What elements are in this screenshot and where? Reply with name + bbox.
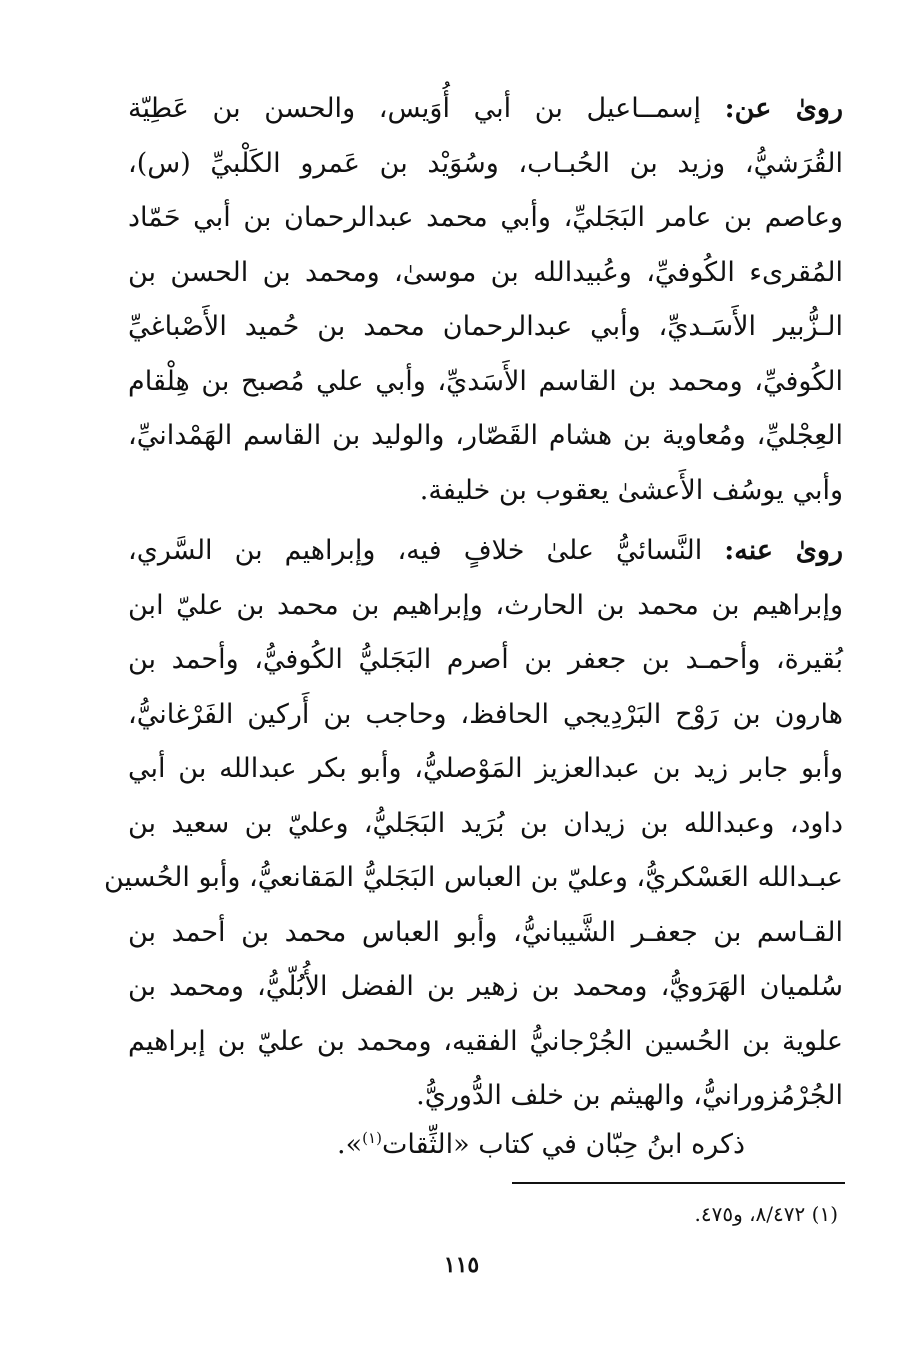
footnote-separator <box>512 1182 845 1184</box>
text-line: العِجْليِّ، ومُعاوية بن هشام القَصّار، والوليد بن القاسم الهَمْدانيِّ، <box>128 420 843 451</box>
text-line: وعاصم بن عامر البَجَليِّ، وأبي محمد عبدالرحمان بن أبي حَمّاد <box>128 202 843 233</box>
paragraph-narrated-from <box>128 82 843 518</box>
text-line: وأبو جابر زيد بن عبدالعزيز المَوْصليُّ، وأبو بكر عبدالله بن أبي <box>128 753 843 784</box>
paragraph-lead: روىٰ عن: <box>724 93 843 124</box>
text-line: داود، وعبدالله بن زيدان بن بُرَيد البَجَليُّ، وعليّ بن سعيد بن <box>128 807 843 839</box>
footnote-reference[interactable]: (١) <box>362 1129 382 1147</box>
page-number: ١١٥ <box>443 1252 480 1278</box>
text-line <box>128 82 843 137</box>
text-line-content: إسمــاعيل بن أبي أُوَيس، والحسن بن عَطِيّة <box>128 93 725 124</box>
mention-text-end: ». <box>337 1129 363 1160</box>
text-line: بُقيرة، وأحمـد بن جعفر بن أصرم البَجَليُّ الكُوفيُّ، وأحمد بن <box>128 644 843 675</box>
text-line <box>128 524 843 579</box>
text-line: القُرَشيُّ، وزيد بن الحُبـاب، وسُوَيْد بن عَمرو الكَلْبيِّ (س)، <box>128 147 843 179</box>
mention-text: ذكره ابنُ حِبّان في كتاب «الثِّقات <box>381 1129 745 1160</box>
text-line: عبـدالله العَسْكريُّ، وعليّ بن العباس البَجَليُّ المَقانعيُّ، وأبو الحُسين <box>103 862 843 893</box>
text-line: وأبي يوسُف الأَعشىٰ يعقوب بن خليفة. <box>419 474 843 506</box>
text-line: الـزُّبير الأَسَـديِّ، وأبي عبدالرحمان محمد بن حُميد الأَصْباغيِّ <box>128 311 843 342</box>
text-line: هارون بن رَوْح البَرْدِيجي الحافظ، وحاجب بن أَركين الفَرْغانيُّ، <box>128 698 843 730</box>
text-line: وإبراهيم بن محمد بن الحارث، وإبراهيم بن محمد بن عليّ ابن <box>128 589 843 621</box>
footnote: (١) ٨/٤٧٢، و٤٧٥. <box>694 1202 838 1226</box>
text-line: القـاسم بن جعفـر الشَّيبانيُّ، وأبو العباس محمد بن أحمد بن <box>128 916 843 948</box>
text-line: الجُرْمُزورانيُّ، والهيثم بن خلف الدُّوريُّ. <box>416 1080 843 1111</box>
text-line-content: النَّسائيُّ علىٰ خلافٍ فيه، وإبراهيم بن السَّري، <box>128 535 725 566</box>
paragraph-lead: روىٰ عنه: <box>724 535 843 566</box>
text-line: الكُوفيِّ، ومحمد بن القاسم الأَسَديِّ، وأبي علي مُصبح بن هِلْقام <box>128 365 843 397</box>
mention-line <box>337 1129 843 1160</box>
paragraph-mention <box>128 1118 843 1173</box>
text-line: المُقرىء الكُوفيِّ، وعُبيدالله بن موسىٰ، ومحمد بن الحسن بن <box>128 256 843 288</box>
text-line: سُلميان الهَرَويُّ، ومحمد بن زهير بن الفضل الأُبُلّيُّ، ومحمد بن <box>128 971 843 1002</box>
text-line: علوية بن الحُسين الجُرْجانيُّ الفقيه، ومحمد بن عليّ بن إبراهيم <box>128 1025 843 1057</box>
paragraph-narrated-by <box>103 524 843 1124</box>
